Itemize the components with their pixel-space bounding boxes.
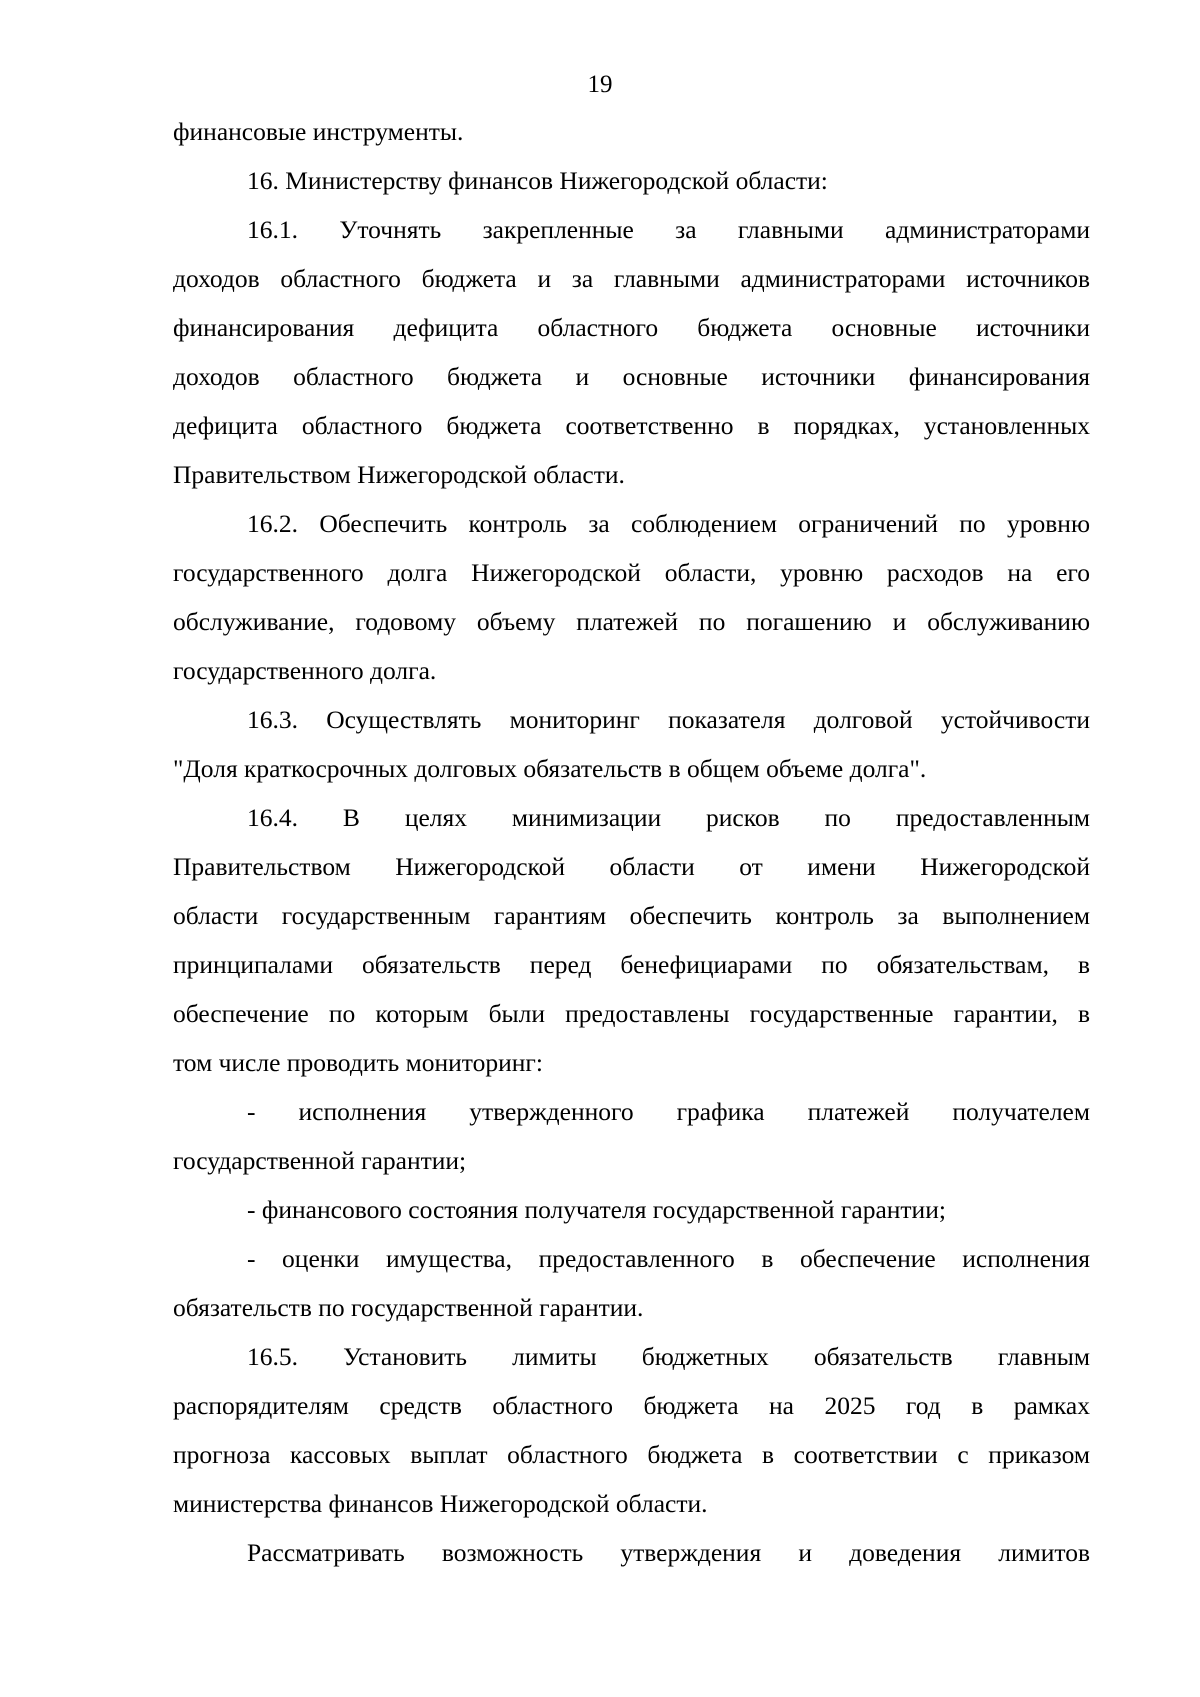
text-line: обеспечение по которым были предоставлены государственные гарантии, в (173, 999, 1090, 1028)
text-line: обязательств по государственной гарантии. (173, 1293, 644, 1322)
text-line: - оценки имущества, предоставленного в обеспечение исполнения (247, 1244, 1090, 1273)
paragraph (173, 793, 1090, 1087)
paragraph (173, 1528, 1090, 1577)
paragraph (173, 499, 1090, 695)
text-line: 16. Министерству финансов Нижегородской области: (247, 166, 828, 195)
text-line: доходов областного бюджета и основные источники финансирования (173, 362, 1090, 391)
paragraph (173, 205, 1090, 499)
text-line: распорядителям средств областного бюджета на 2025 год в рамках (173, 1391, 1090, 1420)
paragraph (173, 1332, 1090, 1528)
page-number: 19 (587, 71, 613, 98)
text-line: 16.3. Осуществлять мониторинг показателя долговой устойчивости (247, 705, 1090, 734)
paragraph (173, 107, 1090, 156)
text-line: 16.1. Уточнять закрепленные за главными администраторами (247, 215, 1090, 244)
text-line: прогноза кассовых выплат областного бюджета в соответствии с приказом (173, 1440, 1090, 1469)
text-line: области государственным гарантиям обеспечить контроль за выполнением (173, 901, 1090, 930)
text-line: - финансового состояния получателя государственной гарантии; (247, 1195, 946, 1224)
text-line: дефицита областного бюджета соответственно в порядках, установленных (173, 411, 1090, 440)
document-body (173, 107, 1090, 1577)
text-line: государственного долга. (173, 656, 437, 685)
text-line: - исполнения утвержденного графика платежей получателем (247, 1097, 1090, 1126)
text-line: принципалами обязательств перед бенефициарами по обязательствам, в (173, 950, 1090, 979)
text-line: обслуживание, годовому объему платежей по погашению и обслуживанию (173, 607, 1090, 636)
text-line: том числе проводить мониторинг: (173, 1048, 543, 1077)
paragraph (173, 156, 1090, 205)
text-line: Правительством Нижегородской области. (173, 460, 625, 489)
text-line: Правительством Нижегородской области от имени Нижегородской (173, 852, 1090, 881)
text-line: финансовые инструменты. (173, 117, 464, 146)
paragraph (173, 695, 1090, 793)
text-line: 16.5. Установить лимиты бюджетных обязательств главным (247, 1342, 1090, 1371)
text-line: "Доля краткосрочных долговых обязательств в общем объеме долга". (173, 754, 927, 783)
text-line: министерства финансов Нижегородской области. (173, 1489, 708, 1518)
text-line: доходов областного бюджета и за главными администраторами источников (173, 264, 1090, 293)
paragraph (173, 1087, 1090, 1185)
text-line: 16.2. Обеспечить контроль за соблюдением ограничений по уровню (247, 509, 1090, 538)
text-line: финансирования дефицита областного бюджета основные источники (173, 313, 1090, 342)
text-line: 16.4. В целях минимизации рисков по предоставленным (247, 803, 1090, 832)
text-line: государственной гарантии; (173, 1146, 467, 1175)
paragraph (173, 1234, 1090, 1332)
paragraph (173, 1185, 1090, 1234)
text-line: Рассматривать возможность утверждения и доведения лимитов (247, 1538, 1090, 1567)
text-line: государственного долга Нижегородской области, уровню расходов на его (173, 558, 1090, 587)
